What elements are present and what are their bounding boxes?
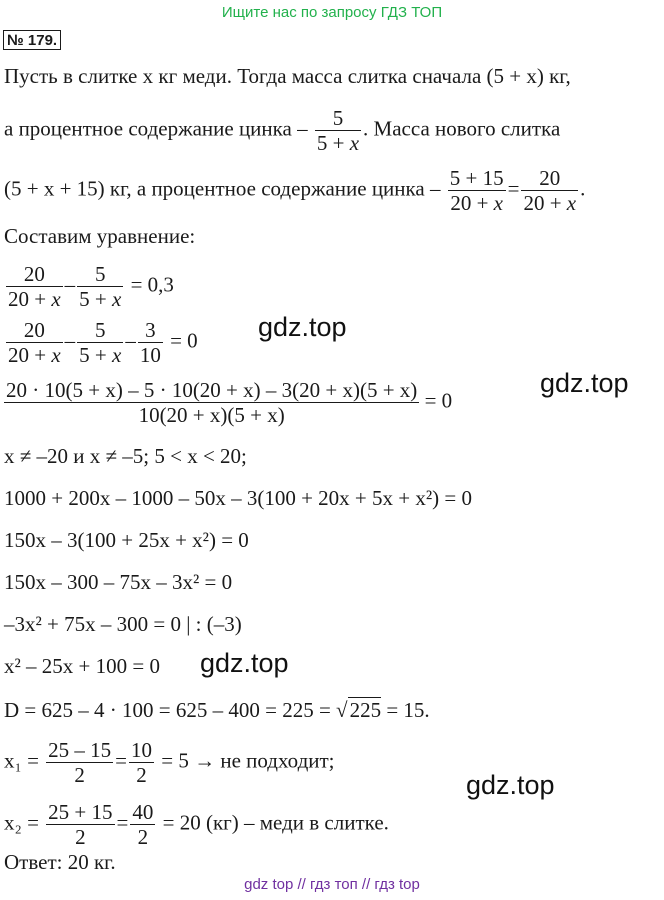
x2-label: x₂ = [4, 810, 39, 835]
x1-numerator: 25 – 15 [48, 738, 112, 762]
answer-line: Ответ: 20 кг. [4, 850, 116, 874]
fraction-3-over-10: $\frac{3}{10}$ [139, 318, 161, 368]
root-2-line: x₂ = $\frac{25 + 15}{2}$ = $\frac{40}{2}$ = 20 (кг) – меди в слитке. [4, 800, 389, 850]
watermark-2: gdz.top [540, 368, 629, 398]
x2-denominator: 2 [46, 824, 114, 849]
equation-1: $\frac{20}{20 + x}$ – $\frac{5}{5 + x}$ = 0,3 [8, 262, 174, 312]
sqrt-result: = 15. [386, 698, 430, 722]
step-2: 150x – 3(100 + 25x + x²) = 0 [4, 528, 249, 552]
x2-mid-fraction [130, 800, 155, 849]
x1-mid-numerator: 10 [131, 738, 153, 762]
x1-fraction [46, 738, 113, 787]
step-1: 1000 + 200x – 1000 – 50x – 3(100 + 20x + 5x + x²) = 0 [4, 486, 472, 510]
x1-mid-denominator: 2 [129, 762, 154, 787]
x1-label: x₁ = [4, 748, 39, 773]
x1-denominator: 2 [46, 762, 113, 787]
x2-mid-numerator: 40 [132, 800, 154, 824]
footer-text: gdz top // гдз топ // гдз top [244, 876, 420, 893]
fraction-zinc-new-simplified: $\frac{20}{20 + x}$ [523, 166, 577, 216]
equation-2: $\frac{20}{20 + x}$ – $\frac{5}{5 + x}$ – $\frac{3}{10}$ = 0 [8, 318, 198, 368]
fraction-20-over-20x: $\frac{20}{20 + x}$ [8, 262, 61, 312]
discriminant-text: D = 625 – 4 · 100 = 625 – 400 = 225 = [4, 698, 331, 722]
root-1-line: x₁ = $\frac{25 - 15}{2}$ = $\frac{10}{2}$ = 5 → не подходит; [4, 738, 335, 788]
watermark-4: gdz.top [466, 770, 555, 800]
x2-mid-denominator: 2 [130, 824, 155, 849]
equation-3-numerator: 20 · 10(5 + x) – 5 · 10(20 + x) – 3(20 + x)(5 + x) [6, 378, 418, 402]
fraction-zinc-new: $\frac{5 + 15}{20 + x}$ [449, 166, 504, 216]
x1-mid-fraction [129, 738, 154, 787]
step-3: 150x – 300 – 75x – 3x² = 0 [4, 570, 233, 594]
watermark-3: gdz.top [200, 648, 289, 678]
discriminant-line [4, 700, 430, 721]
fraction-5-over-5x: $\frac{5}{5 + x}$ [79, 262, 122, 312]
equation-1-rhs: = 0,3 [130, 272, 174, 297]
intro-line-2 [4, 106, 560, 155]
sqrt-value: 225 [349, 698, 382, 722]
watermark-1: gdz.top [258, 312, 347, 342]
x2-numerator: 25 + 15 [48, 800, 113, 824]
equation-3-rhs: = 0 [424, 388, 453, 413]
equation-2-rhs: = 0 [170, 328, 198, 353]
fraction-combined [4, 378, 419, 427]
fraction-zinc-initial: $\frac{5}{5 + x}$ [316, 106, 360, 156]
intro-line-2-text: а процентное содержание цинка – [4, 116, 308, 141]
intro-line-3-text: (5 + x + 15) кг, а процентное содержание цинка – [4, 176, 441, 201]
intro-line-1: Пусть в слитке x кг меди. Тогда масса слитка сначала (5 + x) кг, [4, 64, 571, 88]
fraction-20-over-20x-b: $\frac{20}{20 + x}$ [8, 318, 61, 368]
x2-result: = 20 (кг) – меди в слитке. [162, 810, 389, 835]
sqrt-symbol: √ [336, 698, 348, 722]
intro-line-3: (5 + x + 15) кг, а процентное содержание цинка – $\frac{5 + 15}{20 + x}$ = $\frac{20}{20 + x}$ . [4, 166, 586, 216]
x2-fraction [46, 800, 114, 849]
equation-3 [4, 378, 452, 427]
step-4: –3x² + 75x – 300 = 0 | : (–3) [4, 612, 242, 636]
setup-line: Составим уравнение: [4, 224, 196, 248]
search-banner: Ищите нас по запросу ГДЗ ТОП [221, 4, 443, 21]
step-5: x² – 25x + 100 = 0 [4, 654, 160, 678]
fraction-5-over-5x-b: $\frac{5}{5 + x}$ [79, 318, 122, 368]
equation-3-denominator: 10(20 + x)(5 + x) [4, 402, 419, 427]
x1-result: = 5 → не подходит; [161, 748, 335, 773]
domain-line: x ≠ –20 и x ≠ –5; 5 < x < 20; [4, 444, 247, 468]
task-number: № 179. [3, 30, 61, 50]
intro-line-2-tail: . Масса нового слитка [363, 116, 561, 141]
